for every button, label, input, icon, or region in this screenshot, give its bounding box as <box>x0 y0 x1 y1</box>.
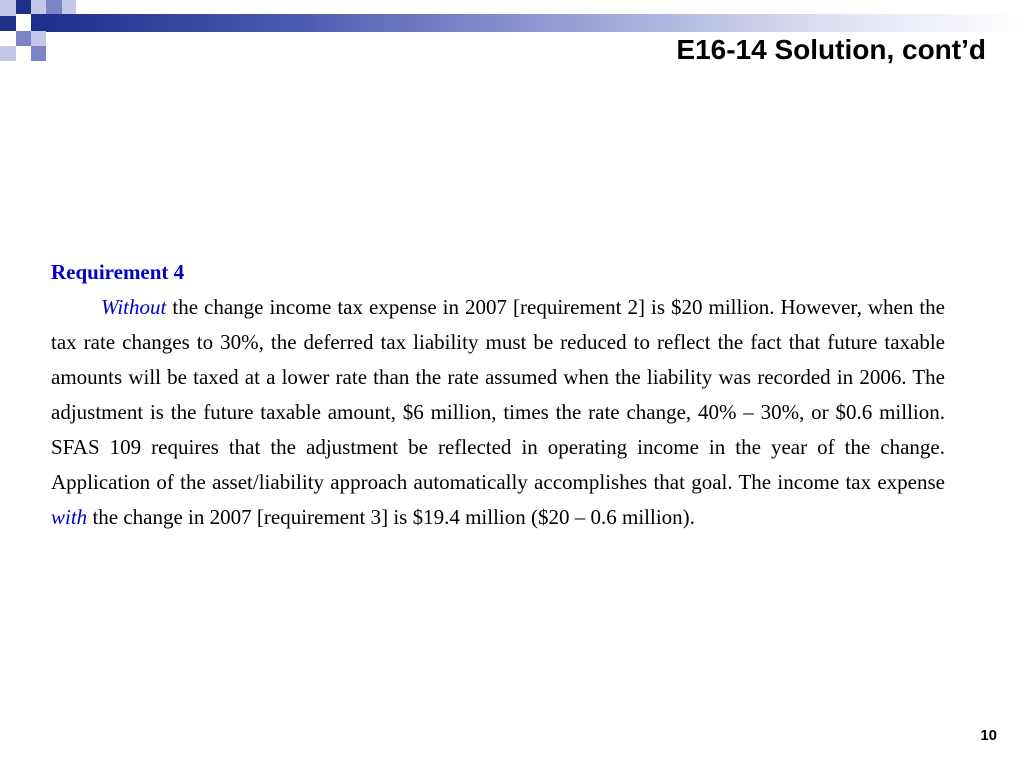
header-banner <box>46 14 1024 32</box>
requirement-heading: Requirement 4 <box>51 260 185 284</box>
emphasis-with: with <box>51 505 88 529</box>
page-number: 10 <box>980 727 997 744</box>
body-paragraph <box>51 290 945 535</box>
decor-square <box>0 46 16 61</box>
decor-square <box>16 0 31 14</box>
paragraph-text-part1: the change income tax expense in 2007 [requirement 2] is $20 million. However, when the tax rate changes to 30%, the deferred tax liability must be reduced to reflect the fact that future taxable amounts will be taxed at a lower rate than the rate assumed when the liability was recorded in 2006. The adjustment is the future taxable amount, $6 million, times the rate change, 40% – 30%, or $0.6 million. SFAS 109 requires that the adjustment be reflected in operating income in the year of the change. Application of the asset/liability approach automatically accomplishes that goal. The income tax expense <box>51 295 945 494</box>
paragraph-text-part2: the change in 2007 [requirement 3] is $19.4 million ($20 – 0.6 million). <box>87 505 695 529</box>
emphasis-without: Without <box>101 295 167 319</box>
decor-square <box>31 46 46 61</box>
slide-body <box>51 255 945 535</box>
decor-square <box>46 0 62 14</box>
decor-square <box>62 0 76 14</box>
decor-square <box>31 14 46 31</box>
decor-square <box>16 31 31 46</box>
decor-square <box>31 31 46 46</box>
decor-square <box>31 0 46 14</box>
slide-title: E16-14 Solution, cont’d <box>676 34 986 65</box>
decor-square <box>0 16 16 31</box>
decor-square <box>0 0 16 16</box>
